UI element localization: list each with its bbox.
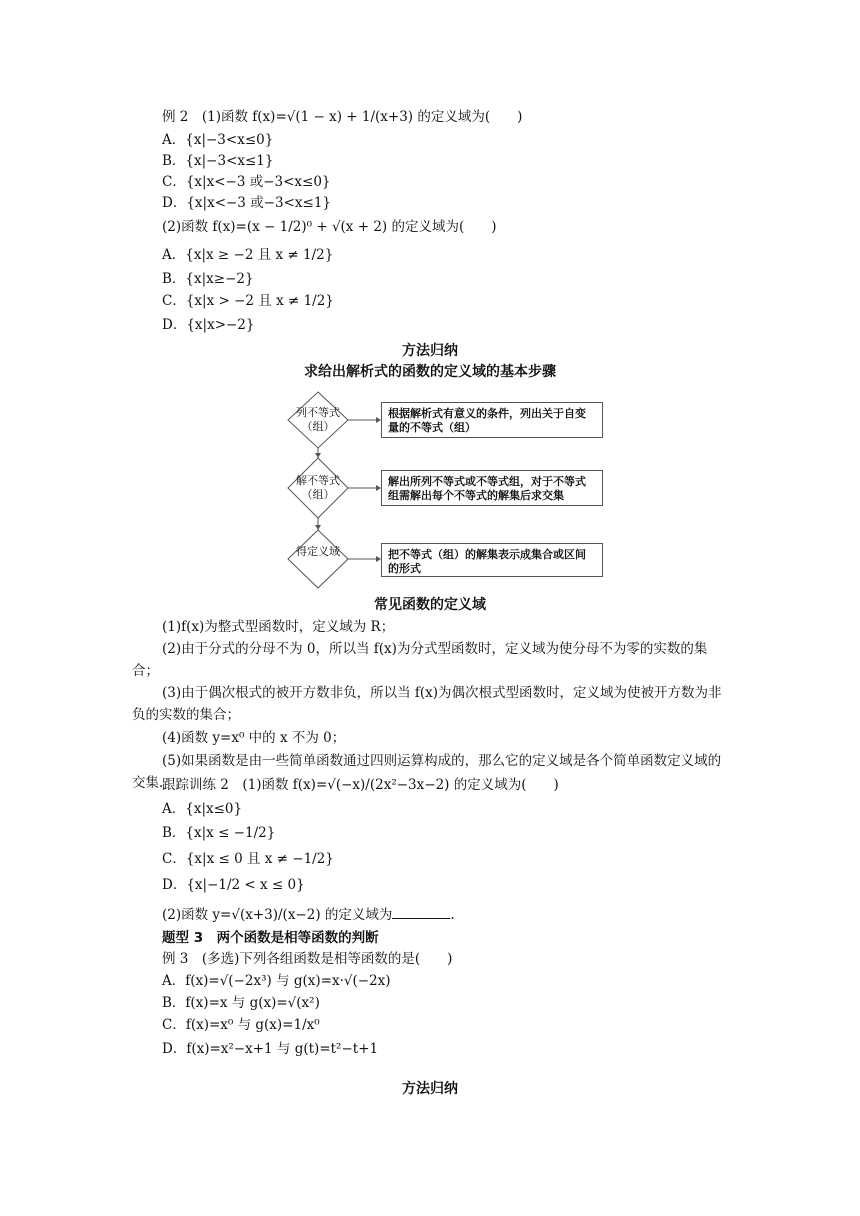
practice2-option-a: A．{x|x≤0} (162, 801, 243, 817)
method-heading: 方法归纳 (402, 343, 458, 359)
q2-option-d: D．{x|x>−2} (162, 317, 255, 333)
flow-step-3-box: 把不等式（组）的解集表示成集合或区间的形式 (381, 543, 603, 577)
common-item-1: (1)f(x)为整式型函数时，定义域为 R； (162, 619, 395, 635)
answer-blank (392, 906, 450, 919)
practice2-q2-text: (2)函数 y=√(x+3)/(x−2) 的定义域为 (162, 907, 393, 923)
q1-option-c: C．{x|x<−3 或−3<x≤0} (162, 174, 331, 190)
practice2-q2-end: . (450, 907, 455, 923)
method-subheading: 求给出解析式的函数的定义域的基本步骤 (304, 364, 556, 380)
practice2-option-b: B．{x|x ≤ −1/2} (162, 825, 276, 841)
practice2-option-d: D．{x|−1/2 < x ≤ 0} (162, 877, 305, 893)
q2-option-b: B．{x|x≥−2} (162, 271, 254, 287)
practice2-title: 跟踪训练 2 (1)函数 f(x)=√(−x)/(2x²−3x−2) 的定义域为( ) (162, 777, 559, 793)
example3-option-a: A．f(x)=√(−2x³) 与 g(x)=x·√(−2x) (162, 973, 391, 989)
q1-option-b: B．{x|−3<x≤1} (162, 153, 274, 169)
q2-option-c: C．{x|x > −2 且 x ≠ 1/2} (162, 293, 334, 309)
q1-option-d: D．{x|x<−3 或−3<x≤1} (162, 195, 332, 211)
q1-option-a: A．{x|−3<x≤0} (162, 132, 274, 148)
example3-option-b: B．f(x)=x 与 g(x)=√(x²) (162, 995, 320, 1011)
common-item-4: (4)函数 y=x⁰ 中的 x 不为 0； (162, 730, 346, 746)
example2-q2-stem: (2)函数 f(x)=(x − 1/2)⁰ + √(x + 2) 的定义域为( ) (162, 219, 497, 235)
example3-option-c: C．f(x)=x⁰ 与 g(x)=1/x⁰ (162, 1017, 320, 1033)
flow-step-2-box: 解出所列不等式或不等式组，对于不等式组需解出每个不等式的解集后求交集 (381, 470, 603, 506)
common-heading: 常见函数的定义域 (374, 597, 486, 613)
q2-option-a: A．{x|x ≥ −2 且 x ≠ 1/2} (162, 247, 334, 263)
flow-step-3-label: 得定义域 (296, 545, 340, 558)
common-item-2: (2)由于分式的分母不为 0，所以当 f(x)为分式型函数时，定义域为使分母不为零的实数的集合； (132, 641, 708, 679)
flow-step-1-label: 列不等式（组） (296, 406, 340, 433)
common-item-3: (3)由于偶次根式的被开方数非负，所以当 f(x)为偶次根式型函数时，定义域为使被开方数为非负的实数的集合； (132, 685, 722, 723)
practice2-q2 (162, 906, 455, 924)
flow-diamond-3 (288, 530, 348, 588)
practice2-option-c: C．{x|x ≤ 0 且 x ≠ −1/2} (162, 851, 334, 867)
method2-heading: 方法归纳 (402, 1081, 458, 1097)
example2-title: 例 2 (1)函数 f(x)=√(1 − x) + 1/(x+3) 的定义域为( ) (162, 109, 523, 125)
flow-step-1-box: 根据解析式有意义的条件，列出关于自变量的不等式（组） (381, 402, 603, 438)
example3-option-d: D．f(x)=x²−x+1 与 g(t)=t²−t+1 (162, 1041, 379, 1057)
common-item-5: (5)如果函数是由一些简单函数通过四则运算构成的，那么它的定义域是各个简单函数定义域的交集. (132, 753, 722, 791)
type3-title: 题型 3 两个函数是相等函数的判断 (162, 930, 379, 946)
example3-title: 例 3 (多选)下列各组函数是相等函数的是( ) (162, 951, 453, 967)
flow-step-2-label: 解不等式（组） (296, 474, 340, 501)
